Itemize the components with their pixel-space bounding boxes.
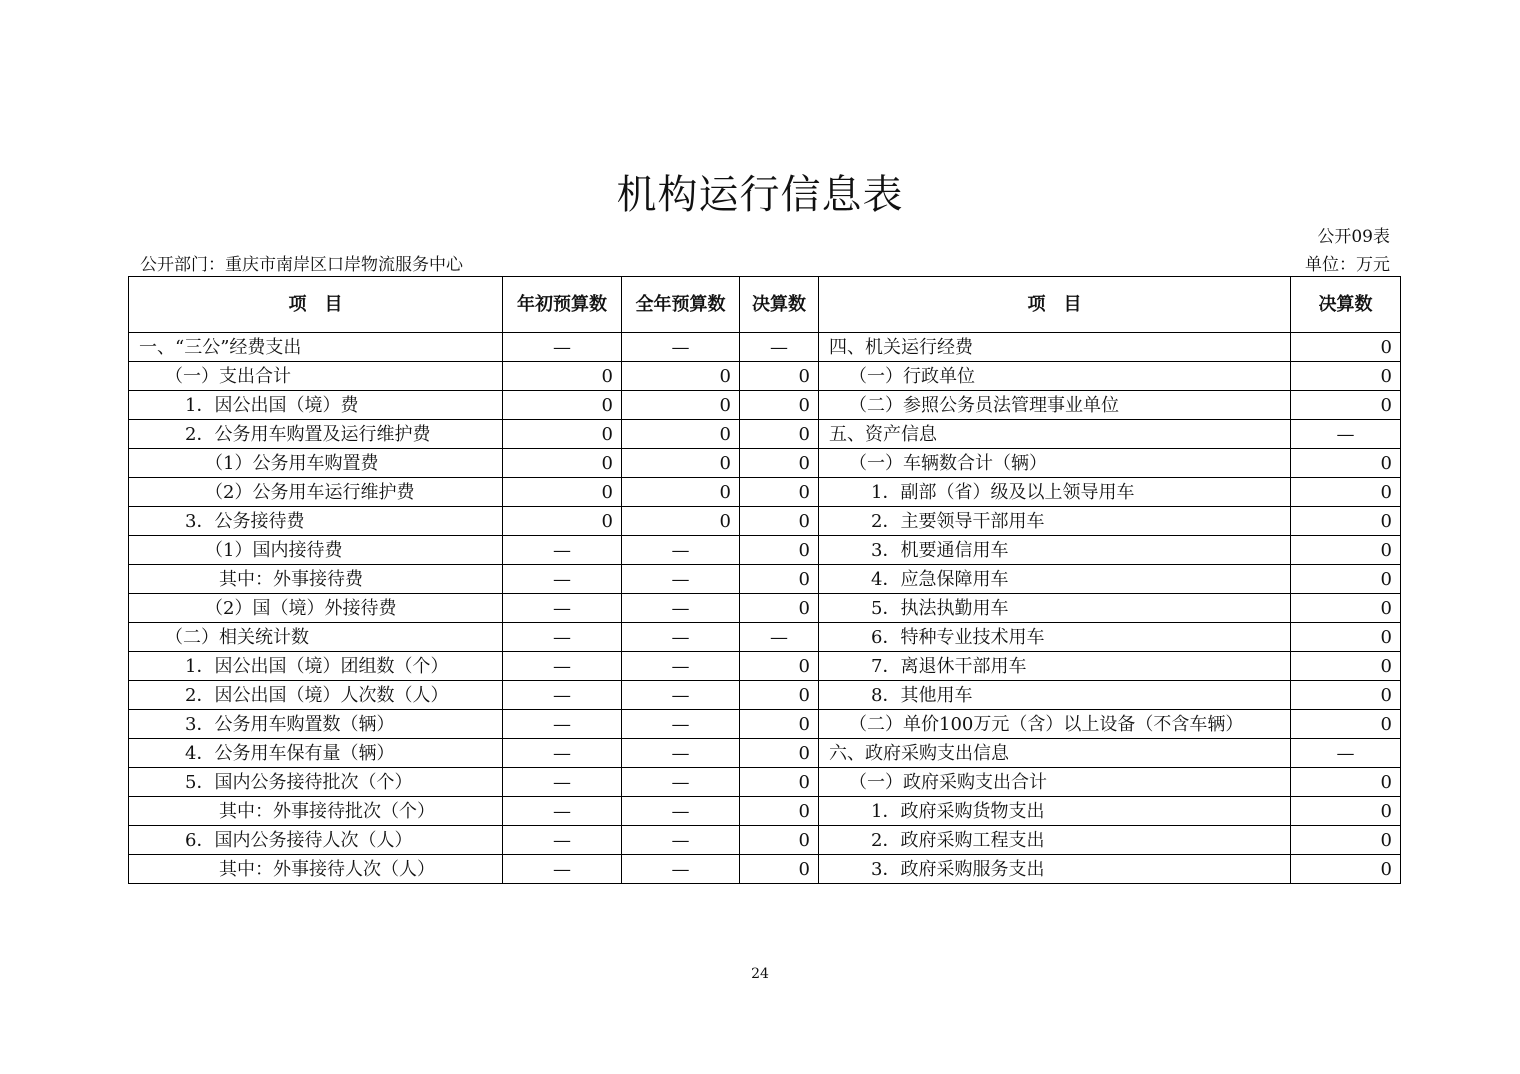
- row-annual-budget: —: [622, 797, 740, 826]
- row-right-final: 0: [1291, 391, 1401, 420]
- row-final-account: 0: [740, 826, 819, 855]
- row-initial-budget: —: [503, 681, 622, 710]
- row-right-item: 3．机要通信用车: [819, 536, 1291, 565]
- row-right-item: 四、机关运行经费: [819, 333, 1291, 362]
- row-right-item: 6．特种专业技术用车: [819, 623, 1291, 652]
- table-row: [129, 391, 1401, 420]
- row-right-item: （一）行政单位: [819, 362, 1291, 391]
- row-right-final: 0: [1291, 594, 1401, 623]
- row-left-item: （2）公务用车运行维护费: [129, 478, 503, 507]
- header-final-account: 决算数: [740, 277, 819, 333]
- form-code: 公开09表: [1317, 227, 1390, 247]
- row-final-account: 0: [740, 536, 819, 565]
- row-initial-budget: —: [503, 855, 622, 884]
- row-annual-budget: —: [622, 623, 740, 652]
- table-row: [129, 652, 1401, 681]
- row-right-item: 3．政府采购服务支出: [819, 855, 1291, 884]
- row-initial-budget: —: [503, 768, 622, 797]
- row-initial-budget: —: [503, 652, 622, 681]
- table-row: [129, 362, 1401, 391]
- row-left-item: （一）支出合计: [129, 362, 503, 391]
- header-left-item: 项 目: [129, 277, 503, 333]
- row-annual-budget: —: [622, 333, 740, 362]
- row-annual-budget: —: [622, 681, 740, 710]
- row-initial-budget: —: [503, 710, 622, 739]
- row-final-account: 0: [740, 739, 819, 768]
- row-right-final: 0: [1291, 362, 1401, 391]
- row-annual-budget: 0: [622, 507, 740, 536]
- row-initial-budget: —: [503, 536, 622, 565]
- row-annual-budget: —: [622, 594, 740, 623]
- row-right-final: 0: [1291, 623, 1401, 652]
- row-final-account: 0: [740, 449, 819, 478]
- row-right-final: 0: [1291, 652, 1401, 681]
- row-right-item: （一）车辆数合计（辆）: [819, 449, 1291, 478]
- row-right-final: 0: [1291, 797, 1401, 826]
- row-initial-budget: —: [503, 826, 622, 855]
- row-final-account: 0: [740, 507, 819, 536]
- row-right-item: （二）参照公务员法管理事业单位: [819, 391, 1291, 420]
- row-initial-budget: 0: [503, 420, 622, 449]
- row-left-item: 1．因公出国（境）费: [129, 391, 503, 420]
- row-initial-budget: —: [503, 739, 622, 768]
- row-right-final: 0: [1291, 449, 1401, 478]
- row-final-account: 0: [740, 855, 819, 884]
- row-right-item: （一）政府采购支出合计: [819, 768, 1291, 797]
- row-right-item: 2．政府采购工程支出: [819, 826, 1291, 855]
- table-row: [129, 478, 1401, 507]
- row-final-account: 0: [740, 478, 819, 507]
- row-left-item: 1．因公出国（境）团组数（个）: [129, 652, 503, 681]
- row-final-account: —: [740, 333, 819, 362]
- row-right-final: 0: [1291, 710, 1401, 739]
- table-row: [129, 826, 1401, 855]
- row-final-account: —: [740, 623, 819, 652]
- row-right-item: 8．其他用车: [819, 681, 1291, 710]
- row-initial-budget: 0: [503, 507, 622, 536]
- row-left-item: 2．公务用车购置及运行维护费: [129, 420, 503, 449]
- row-final-account: 0: [740, 594, 819, 623]
- row-left-item: 一、“三公”经费支出: [129, 333, 503, 362]
- row-annual-budget: —: [622, 710, 740, 739]
- row-right-final: 0: [1291, 681, 1401, 710]
- row-right-item: 4．应急保障用车: [819, 565, 1291, 594]
- header-row: [129, 277, 1401, 333]
- table-row: [129, 333, 1401, 362]
- row-left-item: 其中：外事接待费: [129, 565, 503, 594]
- table-row: [129, 449, 1401, 478]
- row-left-item: 5．国内公务接待批次（个）: [129, 768, 503, 797]
- row-left-item: 2．因公出国（境）人次数（人）: [129, 681, 503, 710]
- row-final-account: 0: [740, 710, 819, 739]
- row-right-item: 7．离退休干部用车: [819, 652, 1291, 681]
- table-row: [129, 536, 1401, 565]
- row-left-item: （1）国内接待费: [129, 536, 503, 565]
- table-row: [129, 594, 1401, 623]
- row-final-account: 0: [740, 768, 819, 797]
- row-final-account: 0: [740, 362, 819, 391]
- row-left-item: （2）国（境）外接待费: [129, 594, 503, 623]
- row-initial-budget: —: [503, 594, 622, 623]
- row-right-final: 0: [1291, 768, 1401, 797]
- row-left-item: 6．国内公务接待人次（人）: [129, 826, 503, 855]
- row-right-final: 0: [1291, 507, 1401, 536]
- row-annual-budget: 0: [622, 391, 740, 420]
- row-right-item: 1．政府采购货物支出: [819, 797, 1291, 826]
- row-annual-budget: 0: [622, 420, 740, 449]
- row-final-account: 0: [740, 797, 819, 826]
- row-left-item: 其中：外事接待批次（个）: [129, 797, 503, 826]
- row-annual-budget: —: [622, 768, 740, 797]
- table-row: [129, 739, 1401, 768]
- page-title: 机构运行信息表: [616, 172, 904, 218]
- row-annual-budget: —: [622, 739, 740, 768]
- row-initial-budget: —: [503, 797, 622, 826]
- table-row: [129, 420, 1401, 449]
- header-initial-budget: 年初预算数: [503, 277, 622, 333]
- page-number: 24: [751, 966, 769, 982]
- row-left-item: 其中：外事接待人次（人）: [129, 855, 503, 884]
- row-right-final: 0: [1291, 855, 1401, 884]
- header-right-final: 决算数: [1291, 277, 1401, 333]
- row-annual-budget: 0: [622, 362, 740, 391]
- row-right-item: 五、资产信息: [819, 420, 1291, 449]
- row-initial-budget: —: [503, 565, 622, 594]
- row-initial-budget: 0: [503, 391, 622, 420]
- table-row: [129, 855, 1401, 884]
- row-initial-budget: —: [503, 333, 622, 362]
- table-row: [129, 710, 1401, 739]
- info-table: [128, 276, 1401, 884]
- row-left-item: 4．公务用车保有量（辆）: [129, 739, 503, 768]
- row-final-account: 0: [740, 565, 819, 594]
- header-right-item: 项 目: [819, 277, 1291, 333]
- row-initial-budget: —: [503, 623, 622, 652]
- table-row: [129, 797, 1401, 826]
- row-left-item: （二）相关统计数: [129, 623, 503, 652]
- row-left-item: （1）公务用车购置费: [129, 449, 503, 478]
- row-initial-budget: 0: [503, 362, 622, 391]
- row-annual-budget: 0: [622, 449, 740, 478]
- row-right-final: 0: [1291, 565, 1401, 594]
- table-row: [129, 507, 1401, 536]
- table-row: [129, 681, 1401, 710]
- row-annual-budget: —: [622, 855, 740, 884]
- row-annual-budget: —: [622, 826, 740, 855]
- header-annual-budget: 全年预算数: [622, 277, 740, 333]
- table-row: [129, 768, 1401, 797]
- row-right-final: 0: [1291, 478, 1401, 507]
- row-right-item: 1．副部（省）级及以上领导用车: [819, 478, 1291, 507]
- row-annual-budget: —: [622, 536, 740, 565]
- table-row: [129, 623, 1401, 652]
- row-annual-budget: 0: [622, 478, 740, 507]
- table-row: [129, 565, 1401, 594]
- row-left-item: 3．公务接待费: [129, 507, 503, 536]
- row-right-final: 0: [1291, 536, 1401, 565]
- row-left-item: 3．公务用车购置数（辆）: [129, 710, 503, 739]
- row-final-account: 0: [740, 420, 819, 449]
- row-right-final: —: [1291, 420, 1401, 449]
- row-annual-budget: —: [622, 565, 740, 594]
- row-right-item: 5．执法执勤用车: [819, 594, 1291, 623]
- row-right-item: 2．主要领导干部用车: [819, 507, 1291, 536]
- row-right-final: 0: [1291, 826, 1401, 855]
- row-final-account: 0: [740, 652, 819, 681]
- department-label: 公开部门：重庆市南岸区口岸物流服务中心: [140, 255, 463, 275]
- row-right-item: 六、政府采购支出信息: [819, 739, 1291, 768]
- row-right-final: 0: [1291, 333, 1401, 362]
- row-right-final: —: [1291, 739, 1401, 768]
- row-initial-budget: 0: [503, 449, 622, 478]
- row-right-item: （二）单价100万元（含）以上设备（不含车辆）: [819, 710, 1291, 739]
- row-final-account: 0: [740, 391, 819, 420]
- unit-label: 单位：万元: [1305, 255, 1390, 275]
- row-annual-budget: —: [622, 652, 740, 681]
- row-final-account: 0: [740, 681, 819, 710]
- row-initial-budget: 0: [503, 478, 622, 507]
